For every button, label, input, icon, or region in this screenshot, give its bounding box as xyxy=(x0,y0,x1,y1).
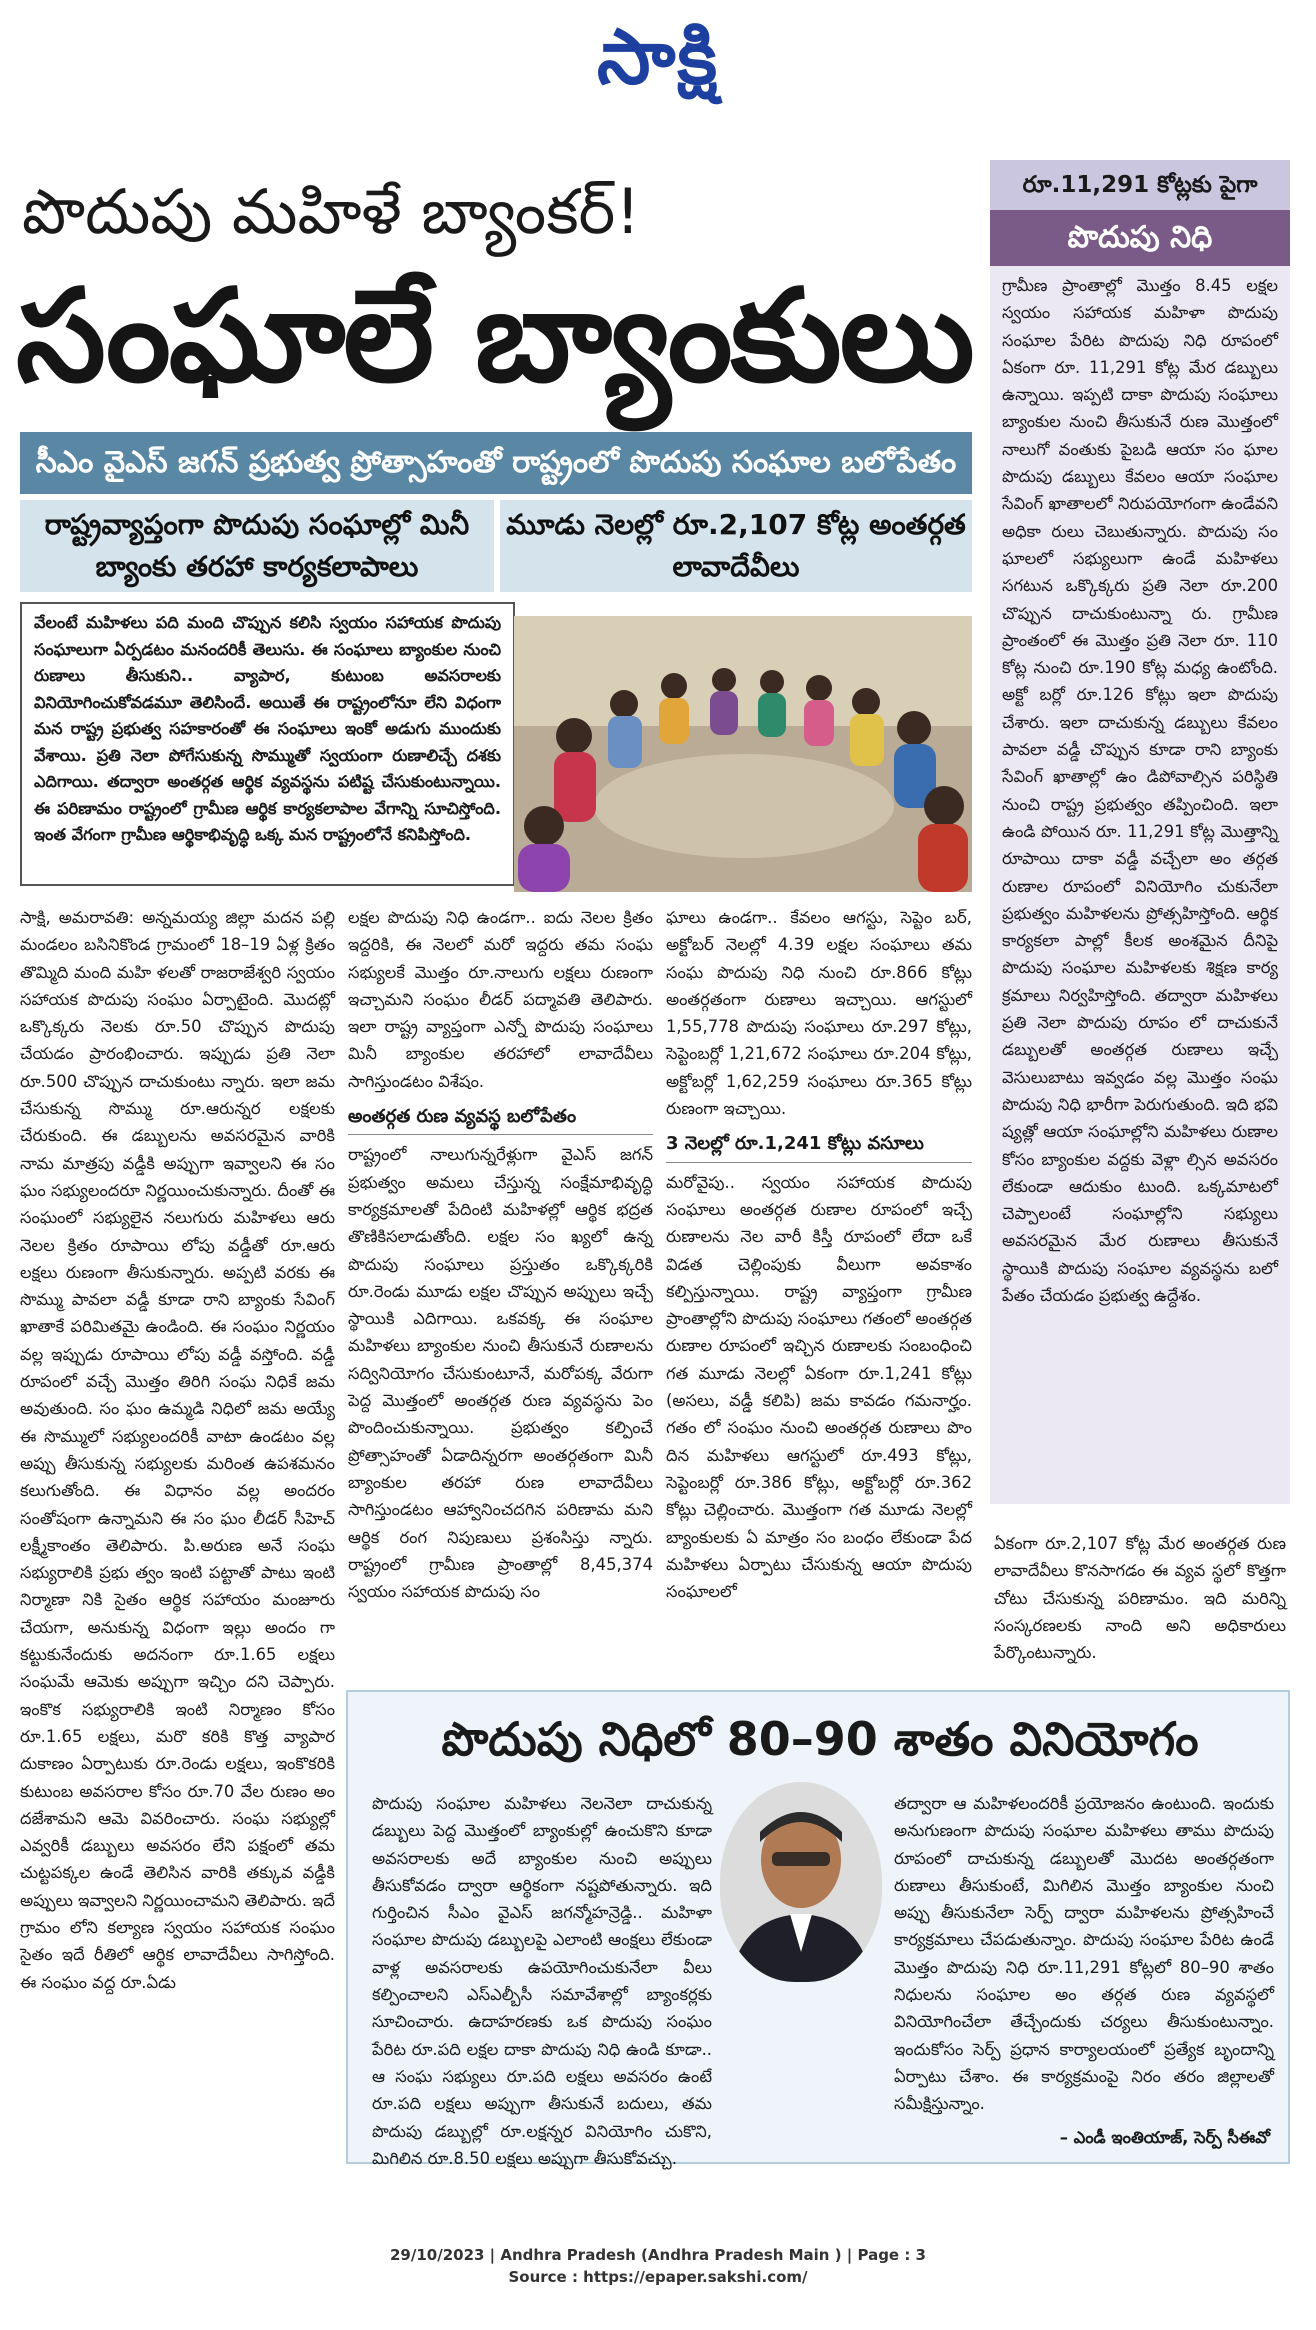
sakshi-logo: సాక్షి xyxy=(596,12,720,101)
group-photo-illustration xyxy=(514,616,972,892)
sidebar-body: గ్రామీణ ప్రాంతాల్లో మొత్తం 8.45 లక్షల స్వయం సహాయక మహిళా పొదుపు సంఘాల పేరిట పొదుపు నిధి రూపంలో ఏకంగా రూ. 11,291 కోట్ల మేర డబ్బులు ఉన్నాయి. ఇప్పటి దాకా పొదుపు సంఘాలు బ్యాంకుల నుంచి తీసుకునే రుణ మొత్తంలో నాలుగో వంతుకు పైబడి ఆయా సం ఘాల పొదుపు డబ్బులు కేవలం ఆయా సంఘాల సేవింగ్ ఖాతాలలో నిరుపయోగంగా ఉండేవని అధికా రులు చెబుతున్నారు. పొదుపు సం ఘాలలో సభ్యులుగా ఉండే మహిళలు సగటున ఒక్కొక్కరు ప్రతి నెలా రూ.200 చొప్పున దాచుకుంటున్నా రు. గ్రామీణ ప్రాంతంలో ఈ మొత్తం ప్రతి నెలా రూ. 110 కోట్ల నుంచి రూ.190 కోట్ల మధ్య ఉంటోంది. అక్టో బర్లో రూ.126 కోట్లు ఇలా పొదుపు చేశారు. ఇలా దాచుకున్న డబ్బులు కేవలం పావలా వడ్డీ చొప్పున కూడా రాని బ్యాంకు సేవింగ్ ఖాతాల్లో ఉం డిపోవాల్సిన పరిస్థితి నుంచి రాష్ట్ర ప్రభుత్వం తప్పించింది. ఇలా ఉండి పోయిన రూ. 11,291 కోట్ల మొత్తాన్ని రూపాయి దాకా వడ్డీ వచ్చేలా అం తర్గత రుణాల రూపంలో వినియోగిం చుకునేలా ప్రభుత్వం మహిళలను ప్రోత్సహిస్తోంది. ఆర్థిక కార్యకలా పాల్లో కీలక అంశమైన దీనిపై పొదుపు సంఘాల మహిళలకు శిక్షణ కార్య క్రమాలు నిర్వహిస్తోంది. తద్వారా మహిళలు ప్రతి నెలా పొదుపు రూపం లో దాచుకునే డబ్బులతో అంతర్గత రుణాలు ఇచ్చే వెసులుబాటు ఇవ్వడం వల్ల మొత్తం సంఘ పొదుపు నిధి భారీగా పెరుగుతుంది. ఇది భవి ష్యత్లో ఆయా సంఘాల్లోని మహిళలు రుణాల కోసం బ్యాంకుల వద్దకు వెళ్లా ల్సిన అవసరం లేకుండా ఆదుకుం టుంది. ఒక్కమాటలో చెప్పాలంటే సంఘాల్లోని సభ్యులు అవసరమైన మేర రుణాలు తీసుకునే స్థాయికి పొదుపు సంఘాల వ్యవస్థను బలో పేతం చేయడం ప్రభుత్వ ఉద్దేశం. xyxy=(990,266,1290,1504)
article-kicker: పొదుపు మహిళే బ్యాంకర్! xyxy=(22,175,641,248)
column-2-text-b: రాష్ట్రంలో నాలుగున్నరేళ్లుగా వైఎస్ జగన్ ప్రభుత్వం అమలు చేస్తున్న సంక్షేమాభివృద్ధి కార్యక్రమాలతో పేదింటి మహిళల్లో ఆర్థిక భద్రత తొణికిసలాడుతోంది. లక్షల సం ఖ్యలో ఉన్న పొదుపు సంఘాలు ప్రస్తుతం ఒక్కొక్కరికి రూ.రెండు మూడు లక్షల చొప్పున అప్పులు ఇచ్చే స్థాయికి ఎదిగాయి. ఒకవక్క ఈ సంఘాల మహిళలు బ్యాంకుల నుంచి తీసుకునే రుణాలను సద్వినియోగం చేసుకుంటూనే, మరోపక్క వేరుగా పెద్ద మొత్తంలో అంతర్గత రుణ వ్యవస్థను పెం పొందించుకున్నాయి. ప్రభుత్వం కల్పించే ప్రోత్సాహంతో ఏడాదిన్నరగా అంతర్గతంగా మినీ బ్యాంకుల తరహా రుణ లావాదేవీలు సాగిస్తుండటం ఆహ్వానించదగిన పరిణామ మని ఆర్థిక రంగ నిపుణులు ప్రశంసిస్తు న్నారు. రాష్ట్రంలో గ్రామీణ ప్రాంతాల్లో 8,45,374 స్వయం సహాయక పొదుపు సం xyxy=(348,1145,653,1602)
masthead xyxy=(0,12,1316,120)
article-deck: సీఎం వైఎస్ జగన్ ప్రభుత్వ ప్రోత్సాహంతో రాష్ట్రంలో పొదుపు సంఘాల బలోపేతం xyxy=(20,432,972,494)
article-column-1 xyxy=(20,904,335,1996)
page-footer xyxy=(0,2244,1316,2288)
column-1-text: సాక్షి, అమరావతి: అన్నమయ్య జిల్లా మదన పల్లి మండలం బసినికొండ గ్రామంలో 18–19 ఏళ్ల క్రితం తొమ్మిది మంది మహి ళలతో రాజరాజేశ్వరి స్వయం సహాయక పొదుపు సంఘం ఏర్పాటైంది. మొదట్లో ఒక్కొక్కరు నెలకు రూ.50 చొప్పున పొదుపు చేయడం ప్రారంభించారు. ఇప్పుడు ప్రతి నెలా రూ.500 చొప్పున దాచుకుంటు న్నారు. ఇలా జమ చేసుకున్న సొమ్ము రూ.ఆరున్నర లక్షలకు చేరుకుంది. ఈ డబ్బులను అవసరమైన వారికి నామ మాత్రపు వడ్డీకి అప్పుగా ఇవ్వాలని ఈ సం ఘం సభ్యులందరూ నిర్ణయించుకున్నారు. దీంతో ఈ సంఘంలో సభ్యులైన నలుగురు మహిళలు ఆరు నెలల క్రితం రూపాయి లోపు వడ్డీతో రూ.ఆరు లక్షలు రుణంగా తీసుకున్నారు. అప్పటి వరకు ఈ సొమ్ము పావలా వడ్డీ కూడా రాని బ్యాంకు సేవింగ్ ఖాతాకే పరిమితమై ఉండింది. ఈ సంఘం నిర్ణయం వల్ల ఇప్పుడు రూపాయి లోపు వడ్డీ వస్తోంది. వడ్డీ రూపంలో వచ్చే మొత్తం తిరిగి సంఘ నిధికే జమ అవుతుంది. సం ఘం ఉమ్మడి నిధిలో జమ అయ్యే ఈ సొమ్ములో సభ్యులందరికీ వాటా ఉండటం వల్ల అప్పు తీసుకున్న సభ్యులకు మరింత ఉపశమనం కలుగుతోంది. ఈ విధానం వల్ల అందరం సంతోషంగా ఉన్నామని ఈ సం ఘం లీడర్ సీహెచ్ లక్ష్మీకాంతం తెలిపారు. పి.అరుణ అనే సంఘ సభ్యురాలికి ప్రభు త్వం ఇంటి పట్టాతో పాటు ఇంటి నిర్మాణా నికి సైతం ఆర్థిక సహాయం మంజూరు చేయగా, అనుకున్న విధంగా ఇల్లు అందం గా కట్టుకునేందుకు అదనంగా రూ.1.65 లక్షలు సంఘమే ఆమెకు అప్పుగా ఇచ్చిం దని చెప్పారు. ఇంకొక సభ్యురాలికి ఇంటి నిర్మాణం కోసం రూ.1.65 లక్షలు, మరొ కరికి కొత్త వ్యాపార దుకాణం ఏర్పాటుకు రూ.రెండు లక్షలు, ఇంకొకరికి కుటుంబ అవసరాల కోసం రూ.70 వేల రుణం అం దజేశామని ఆమె వివరించారు. సంఘ సభ్యుల్లో ఎవ్వరికీ డబ్బులు అవసరం లేని పక్షంలో తమ చుట్టపక్కల ఉండే తెలిసిన వారికి తక్కువ వడ్డీకి అప్పులు ఇవ్వాలని నిర్ణయించామని తెలిపారు. ఇదే గ్రామం లోని కల్యాణ స్వయం సహాయక సంఘం సైతం ఇదే రీతిలో ఆర్థిక లావాదేవీలు సాగిస్తోంది. ఈ సంఘం వద్ద రూ.ఏడు xyxy=(20,908,335,1992)
sidebar-title: పొదుపు నిధి xyxy=(990,210,1290,266)
footer-date-line: 29/10/2023 | Andhra Pradesh (Andhra Pradesh Main ) | Page : 3 xyxy=(389,2246,926,2264)
column-3-text-a: ఘాలు ఉండగా.. కేవలం ఆగస్టు, సెప్టెం బర్, అక్టోబర్ నెలల్లో 4.39 లక్షల సంఘాలు తమ సంఘ పొదుపు నిధి నుంచి రూ.866 కోట్లు అంతర్గతంగా రుణాలు ఇచ్చాయి. ఆగస్టులో 1,55,778 పొదుపు సంఘాలు రూ.297 కోట్లు, సెప్టెంబర్లో 1,21,672 సంఘాలు రూ.204 కోట్లు, అక్టోబర్లో 1,62,259 సంఘాలు రూ.365 కోట్లు రుణంగా ఇచ్చాయి. xyxy=(666,908,972,1119)
article-headline: సంఘాలే బ్యాంకులు xyxy=(16,262,973,411)
column-2-subheading: అంతర్గత రుణ వ్యవస్థ బలోపేతం xyxy=(348,1103,653,1135)
subdeck-left: రాష్ట్రవ్యాప్తంగా పొదుపు సంఘాల్లో మినీ బ్యాంకు తరహా కార్యకలాపాలు xyxy=(20,500,494,592)
sidebar-box xyxy=(990,160,1290,1504)
quote-box-right-text: తద్వారా ఆ మహిళలందరికీ ప్రయోజనం ఉంటుంది. ఇందుకు అనుగుణంగా పొదుపు సంఘాల మహిళలు తాము పొదుపు రూపంలో దాచుకున్న డబ్బులతో మొదట అంతర్గతంగా రుణాలు తీసుకుంటే, మిగిలిన మొత్తం బ్యాంకుల నుంచి అప్పు తీసుకునేలా సెర్ప్ ద్వారా మహిళలను ప్రోత్సహించే కార్యక్రమాలు చేపడుతున్నాం. పొదుపు సంఘాల పేరిట ఉండే మొత్తం పొదుపు నిధి రూ.11,291 కోట్లలో 80–90 శాతం నిధులను సంఘాల అం తర్గత రుణ వ్యవస్థలో వినియోగించేలా తేచ్చేందుకు చర్యలు తీసుకుంటున్నాం. ఇందుకోసం సెర్ప్ ప్రధాన కార్యాలయంలో ప్రత్యేక బృందాన్ని ఏర్పాటు చేశాం. ఈ కార్యక్రమంపై నిరం తరం జిల్లాలతో సమీక్షిస్తున్నాం. xyxy=(894,1794,1274,2114)
subdeck-right: మూడు నెలల్లో రూ.2,107 కోట్ల అంతర్గత లావాదేవీలు xyxy=(500,500,972,592)
quote-signature: – ఎండీ ఇంతియాజ్, సెర్ప్ సీఈవో xyxy=(1059,2128,1270,2147)
footer-source-line: Source : https://epaper.sakshi.com/ xyxy=(508,2268,808,2286)
article-column-3 xyxy=(666,904,972,1605)
quote-box-left-text: పొదుపు సంఘాల మహిళలు నెలనెలా దాచుకున్న డబ్బులు పెద్ద మొత్తంలో బ్యాంకుల్లో ఉంచుకొని కూడా అవసరాలకు అదే బ్యాంకుల నుంచి అప్పులు తీసుకోవడం ద్వారా ఆర్థికంగా నష్టపోతున్నారు. ఇది గుర్తించిన సీఎం వైఎస్ జగన్మోహన్రెడ్డి.. మహిళా సంఘాల పొదుపు డబ్బులపై ఎలాంటి ఆంక్షలు లేకుండా వాళ్ల అవసరాలకు ఉపయోగించుకునేలా వీలు కల్పించాలని ఎస్ఎల్బీసీ సమావేశాల్లో బ్యాంకర్లకు సూచించారు. ఉదాహరణకు ఒక పొదుపు సంఘం పేరిట రూ.పది లక్షల దాకా పొదుపు నిధి ఉండి కూడా.. ఆ సంఘ సభ్యులు రూ.పది లక్షలు అవసరం ఉంటే రూ.పది లక్షలు అప్పుగా తీసుకునే బదులు, తమ పొదుపు డబ్బుల్లో రూ.లక్షన్నర వినియోగిం చుకొని, మిగిలిన రూ.8.50 లక్షలు అప్పుగా తీసుకోవచ్చు. xyxy=(372,1794,712,2168)
column-3-text-b: మరోవైపు.. స్వయం సహాయక పొదుపు సంఘాలు అంతర్గత రుణాల రూపంలో ఇచ్చే రుణాలను నెల వారీ కిస్తీ రూపంలో లేదా ఒకే విడత చెల్లింపుకు వీలుగా అవకాశం కల్పిస్తున్నాయి. రాష్ట్ర వ్యాప్తంగా గ్రామీణ ప్రాంతాల్లోని పొదుపు సంఘాలు గతంలో అంతర్గత రుణాల రూపంలో ఇచ్చిన రుణాలకు సంబంధించి గత మూడు నెలల్లో ఏకంగా రూ.1,241 కోట్లు (అసలు, వడ్డీ కలిపి) జమ కావడం గమనార్హం. గతం లో సంఘం నుంచి అంతర్గత రుణాలు పొం దిన మహిళలు ఆగస్టులో రూ.493 కోట్లు, సెప్టెంబర్లో రూ.386 కోట్లు, అక్టోబర్లో రూ.362 కోట్లు చెల్లించారు. మొత్తంగా గత మూడు నెలల్లో బ్యాంకులకు ఏ మాత్రం సం బంధం లేకుండా పేద మహిళలు ఏర్పాటు చేసుకున్న ఆయా పొదుపు సంఘాలలో xyxy=(666,1172,972,1602)
official-portrait xyxy=(720,1782,882,1982)
column-3-subheading: 3 నెలల్లో రూ.1,241 కోట్లు వసూలు xyxy=(666,1130,972,1162)
intro-box: వేలంటే మహిళలు పది మంది చొప్పున కలిసి స్వయం సహాయక పొదుపు సంఘాలుగా ఏర్పడటం మనందరికీ తెలుసు. ఈ సంఘాలు బ్యాంకుల నుంచి రుణాలు తీసుకుని.. వ్యాపార, కుటుంబ అవసరాలకు వినియోగించుకోవడమూ తెలిసిందే. అయితే ఈ రాష్ట్రంలోనూ లేని విధంగా మన రాష్ట్ర ప్రభుత్వ సహకారంతో ఈ సంఘాలు ఇంకో అడుగు ముందుకు వేశాయి. ప్రతి నెలా పోగేసుకున్న సొమ్ముతో స్వయంగా రుణాలిచ్చే దశకు ఎదిగాయి. తద్వారా అంతర్గత ఆర్థిక వ్యవస్థను పటిష్ట చేసుకుంటున్నాయి. ఈ పరిణామం రాష్ట్రంలో గ్రామీణ ఆర్థిక కార్యకలాపాల వేగాన్ని సూచిస్తోంది. ఇంత వేగంగా గ్రామీణ ఆర్థికాభివృద్ధి ఒక్క మన రాష్ట్రంలోనే కనిపిస్తోంది. xyxy=(20,602,515,886)
quote-box-title: పొదుపు నిధిలో 80–90 శాతం వినియోగం xyxy=(441,1712,1199,1766)
group-meeting-photo xyxy=(514,616,972,892)
sidebar-continuation: ఏకంగా రూ.2,107 కోట్ల మేర అంతర్గత రుణ లావాదేవీలు కొనసాగడం ఈ వ్యవ స్థలో కొత్తగా చోటు చేసుకున్న పరిణామం. ఇది మరిన్ని సంస్కరణలకు నాంది అని అధికారులు పేర్కొంటున్నారు. xyxy=(994,1534,1286,1663)
column-2-text-a: లక్షల పొదుపు నిధి ఉండగా.. ఐదు నెలల క్రితం ఇద్దరికి, ఈ నెలలో మరో ఇద్దరు తమ సంఘ సభ్యులకే మొత్తం రూ.నాలుగు లక్షలు రుణంగా ఇచ్చామని సంఘం లీడర్ పద్మావతి తెలిపారు. ఇలా రాష్ట్ర వ్యాప్తంగా ఎన్నో పొదుపు సంఘాలు మినీ బ్యాంకుల తరహాలో లావాదేవీలు సాగిస్తుండటం విశేషం. xyxy=(348,908,653,1091)
portrait-illustration xyxy=(720,1782,882,1982)
article-column-2 xyxy=(348,904,653,1605)
sidebar-top-label: రూ.11,291 కోట్లకు పైగా xyxy=(990,160,1290,210)
